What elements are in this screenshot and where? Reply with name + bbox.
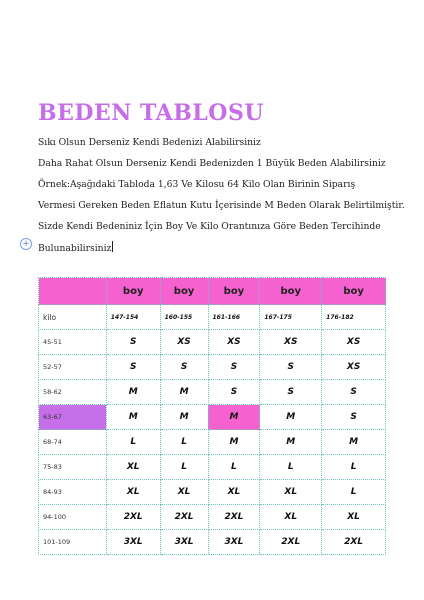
table-header-row [39,278,386,305]
size-cell: XS [322,355,386,380]
table-subheader-row [39,305,386,330]
weight-range-highlighted: 63-67 [39,405,107,430]
height-range: 160-155 [160,305,208,330]
weight-range: 45-51 [39,330,107,355]
table-row [39,455,386,480]
paragraph-line: Daha Rahat Olsun Derseniz Kendi Bedenizden 1 Büyük Beden Alabilirsiniz [38,158,386,169]
weight-range: 52-57 [39,355,107,380]
table-row [39,330,386,355]
table-row [39,505,386,530]
size-cell: M [160,405,208,430]
paragraph-line-text: Bulunabilirsiniz [38,243,112,254]
table-row [39,380,386,405]
size-cell: XL [106,480,160,505]
size-cell: M [322,430,386,455]
header-cell: boy [260,278,322,305]
size-cell: S [260,355,322,380]
size-cell: S [322,380,386,405]
size-cell: S [208,355,260,380]
size-cell: 2XL [208,505,260,530]
size-cell: L [322,480,386,505]
size-cell: 2XL [322,530,386,555]
size-cell: 2XL [106,505,160,530]
header-cell: boy [106,278,160,305]
size-cell: L [160,455,208,480]
header-cell: boy [208,278,260,305]
size-cell: M [160,380,208,405]
text-cursor [112,241,113,252]
size-cell: L [260,455,322,480]
size-cell: L [208,455,260,480]
size-cell: S [160,355,208,380]
size-cell: XL [106,455,160,480]
size-cell: XL [160,480,208,505]
weight-range: 94-100 [39,505,107,530]
paragraph-line: Vermesi Gereken Beden Eflatun Kutu İçerisinde M Beden Olarak Belirtilmiştir. [38,200,405,211]
size-cell: 2XL [260,530,322,555]
size-cell: M [208,430,260,455]
page-title: BEDEN TABLOSU [38,100,265,126]
size-table [38,277,386,555]
table-row [39,480,386,505]
size-cell: M [106,405,160,430]
paragraph-line: Örnek:Aşağıdaki Tabloda 1,63 Ve Kilosu 64 Kilo Olan Birinin Siparış [38,179,356,190]
paragraph-line: Sizde Kendi Bedeniniz İçin Boy Ve Kilo Orantınıza Göre Beden Tercihinde [38,221,381,232]
size-cell: 2XL [160,505,208,530]
plus-circle-icon[interactable]: + [20,238,32,250]
weight-range: 84-93 [39,480,107,505]
weight-range: 68-74 [39,430,107,455]
size-cell-highlighted: M [208,405,260,430]
table-row [39,530,386,555]
paragraph-line: Sıkı Olsun Derseniz Kendi Bedenizi Alabilirsiniz [38,137,261,148]
size-cell: 3XL [208,530,260,555]
table-row-highlighted [39,405,386,430]
weight-range: 101-109 [39,530,107,555]
paragraph-line-last[interactable] [38,241,113,254]
size-cell: L [106,430,160,455]
height-range: 161-166 [208,305,260,330]
size-cell: XS [260,330,322,355]
size-cell: XL [208,480,260,505]
weight-range: 75-83 [39,455,107,480]
kilo-label: kilo [39,305,107,330]
size-cell: XS [208,330,260,355]
height-range: 147-154 [106,305,160,330]
header-cell: boy [322,278,386,305]
size-cell: M [260,430,322,455]
height-range: 176-182 [322,305,386,330]
size-cell: 3XL [106,530,160,555]
table-row [39,355,386,380]
size-cell: 3XL [160,530,208,555]
header-cell: boy [160,278,208,305]
size-cell: M [106,380,160,405]
size-cell: S [208,380,260,405]
size-cell: XL [260,480,322,505]
size-cell: S [106,330,160,355]
size-cell: XL [260,505,322,530]
size-cell: S [322,405,386,430]
weight-range: 58-62 [39,380,107,405]
header-cell [39,278,107,305]
size-cell: XS [160,330,208,355]
size-cell: L [322,455,386,480]
table-row [39,430,386,455]
size-cell: S [260,380,322,405]
height-range: 167-175 [260,305,322,330]
size-cell: M [260,405,322,430]
size-cell: XL [322,505,386,530]
size-cell: XS [322,330,386,355]
size-cell: L [160,430,208,455]
size-cell: S [106,355,160,380]
